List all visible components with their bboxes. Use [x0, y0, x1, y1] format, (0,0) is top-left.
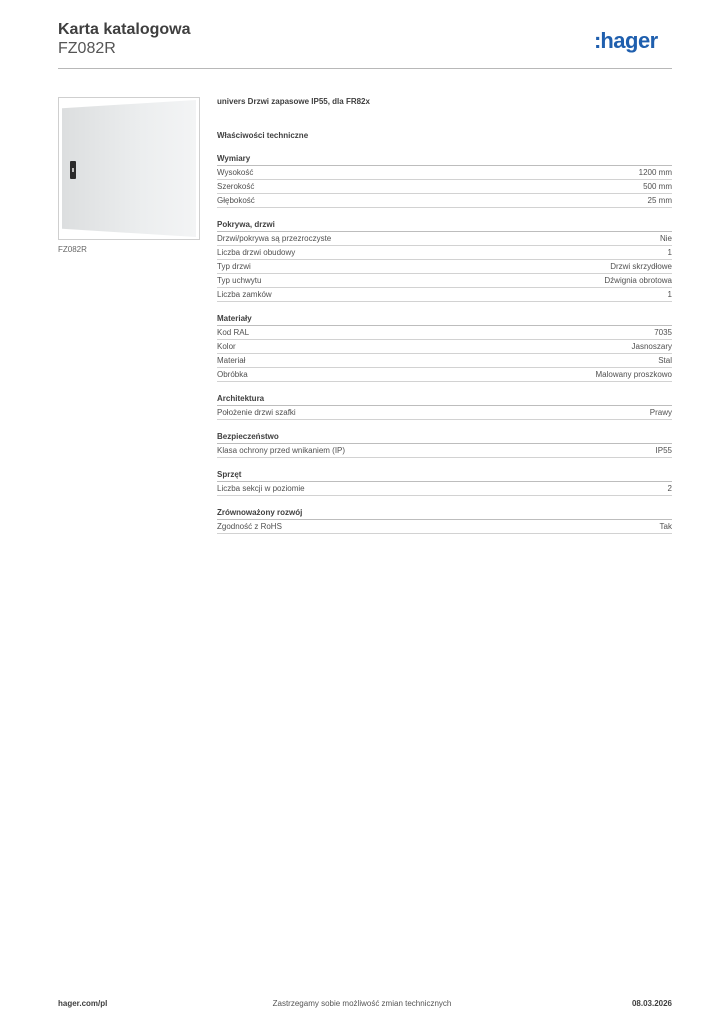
spec-row — [217, 354, 672, 368]
footer-notice: Zastrzegamy sobie możliwość zmian technicznych — [272, 999, 452, 1008]
spec-label: Typ uchwytu — [217, 276, 262, 285]
spec-value: Malowany proszkowo — [595, 370, 672, 379]
spec-label: Liczba drzwi obudowy — [217, 248, 296, 257]
spec-row — [217, 246, 672, 260]
section-title: Sprzęt — [217, 468, 672, 482]
spec-row — [217, 444, 672, 458]
spec-section — [217, 218, 672, 302]
spec-value: Prawy — [649, 408, 672, 417]
section-title: Zrównoważony rozwój — [217, 506, 672, 520]
spec-value: 7035 — [654, 328, 672, 337]
spec-label: Liczba zamków — [217, 290, 272, 299]
spec-value: Jasnoszary — [631, 342, 672, 351]
spec-section — [217, 392, 672, 420]
spec-value: IP55 — [655, 446, 672, 455]
spec-sections — [217, 152, 672, 534]
spec-value: 1 — [667, 248, 672, 257]
spec-row — [217, 368, 672, 382]
door-handle-icon — [70, 161, 76, 179]
spec-label: Kolor — [217, 342, 236, 351]
product-code: FZ082R — [58, 40, 116, 57]
section-title: Materiały — [217, 312, 672, 326]
spec-label: Liczba sekcji w poziomie — [217, 484, 305, 493]
spec-label: Głębokość — [217, 196, 255, 205]
spec-value: Dźwignia obrotowa — [604, 276, 672, 285]
spec-row — [217, 232, 672, 246]
spec-label: Szerokość — [217, 182, 255, 191]
spec-label: Zgodność z RoHS — [217, 522, 282, 531]
section-title: Pokrywa, drzwi — [217, 218, 672, 232]
spec-row — [217, 326, 672, 340]
spec-label: Typ drzwi — [217, 262, 251, 271]
spec-label: Kod RAL — [217, 328, 250, 337]
product-description: univers Drzwi zapasowe IP55, dla FR82x — [217, 97, 370, 106]
product-image — [58, 97, 200, 240]
spec-row — [217, 166, 672, 180]
footer-date: 08.03.2026 — [631, 999, 672, 1008]
spec-section — [217, 468, 672, 496]
spec-value: 500 mm — [643, 182, 672, 191]
spec-section — [217, 506, 672, 534]
section-title: Architektura — [217, 392, 672, 406]
spec-value: Drzwi skrzydłowe — [610, 262, 672, 271]
spec-row — [217, 194, 672, 208]
spec-label: Klasa ochrony przed wnikaniem (IP) — [217, 446, 346, 455]
spec-row — [217, 406, 672, 420]
spec-row — [217, 288, 672, 302]
spec-value: Stal — [658, 356, 672, 365]
tech-properties-heading: Właściwości techniczne — [217, 131, 309, 140]
spec-content — [217, 96, 672, 534]
spec-row — [217, 482, 672, 496]
section-title: Wymiary — [217, 152, 672, 166]
spec-value: Nie — [659, 234, 672, 243]
spec-value: 1200 mm — [638, 168, 672, 177]
spec-label: Materiał — [217, 356, 246, 365]
spec-value: 2 — [667, 484, 672, 493]
spec-row — [217, 180, 672, 194]
footer-website: hager.com/pl — [58, 999, 108, 1008]
hager-logo: :hager — [594, 28, 658, 53]
spec-label: Drzwi/pokrywa są przezroczyste — [217, 234, 332, 243]
spec-section — [217, 312, 672, 382]
spec-row — [217, 260, 672, 274]
spec-value: 25 mm — [647, 196, 672, 205]
spec-section — [217, 152, 672, 208]
section-title: Bezpieczeństwo — [217, 430, 672, 444]
product-image-caption: FZ082R — [58, 245, 87, 254]
logo-text: hager — [600, 28, 658, 53]
spec-label: Obróbka — [217, 370, 248, 379]
header-divider — [58, 68, 672, 69]
spec-value: Tak — [659, 522, 672, 531]
spec-row — [217, 520, 672, 534]
spec-label: Położenie drzwi szafki — [217, 408, 296, 417]
spec-section — [217, 430, 672, 458]
spec-label: Wysokość — [217, 168, 254, 177]
page-title: Karta katalogowa — [58, 21, 191, 38]
spec-row — [217, 340, 672, 354]
spec-row — [217, 274, 672, 288]
door-illustration — [62, 100, 196, 237]
spec-value: 1 — [667, 290, 672, 299]
